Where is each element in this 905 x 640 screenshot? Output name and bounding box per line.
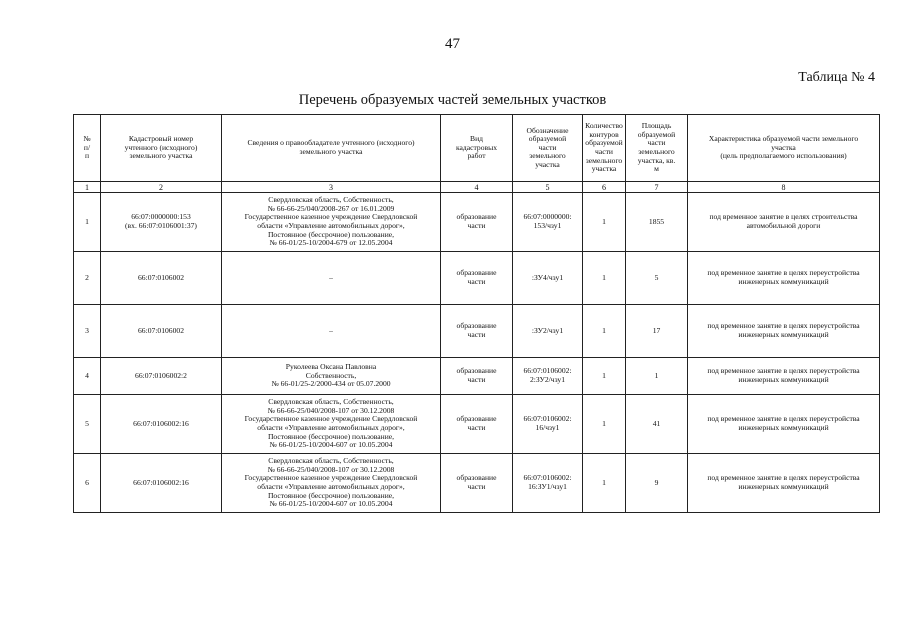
cell-work-type: образование части	[441, 454, 513, 513]
cell-owner: Свердловская область, Собственность, № 66-66-25/040/2008-107 от 30.12.2008 Государственное казенное учреждение Свердловской области «Управление автомобильных дорог», Постоянное (бессрочное) пользование, № 66-01/25-10/2004-607 от 10.05.2004	[222, 454, 441, 513]
cell-work-type: образование части	[441, 395, 513, 454]
cell-cadastral: 66:07:0106002:16	[101, 454, 222, 513]
cell-contours: 1	[583, 252, 626, 305]
cell-owner: –	[222, 252, 441, 305]
cell-area: 9	[626, 454, 688, 513]
col-header-area: Площадь образуемой части земельного участка, кв. м	[626, 115, 688, 182]
cell-purpose: под временное занятие в целях переустройства инженерных коммуникаций	[688, 252, 880, 305]
column-number: 7	[626, 182, 688, 193]
cell-area: 1855	[626, 193, 688, 252]
cell-contours: 1	[583, 454, 626, 513]
cell-area: 17	[626, 305, 688, 358]
cell-contours: 1	[583, 305, 626, 358]
cell-work-type: образование части	[441, 358, 513, 395]
cell-number: 5	[74, 395, 101, 454]
table-row	[74, 454, 880, 513]
col-header-work-type: Вид кадастровых работ	[441, 115, 513, 182]
cell-work-type: образование части	[441, 193, 513, 252]
page-number: 47	[445, 36, 460, 52]
column-number: 2	[101, 182, 222, 193]
cell-owner: Свердловская область, Собственность, № 66-66-25/040/2008-107 от 30.12.2008 Государственное казенное учреждение Свердловской области «Управление автомобильных дорог», Постоянное (бессрочное) пользование, № 66-01/25-10/2004-607 от 10.05.2004	[222, 395, 441, 454]
cell-designation: 66:07:0106002: 16/чзу1	[513, 395, 583, 454]
cell-purpose: под временное занятие в целях переустройства инженерных коммуникаций	[688, 395, 880, 454]
cell-purpose: под временное занятие в целях переустройства инженерных коммуникаций	[688, 305, 880, 358]
table-row	[74, 395, 880, 454]
cell-purpose: под временное занятие в целях строительства автомобильной дороги	[688, 193, 880, 252]
cell-purpose: под временное занятие в целях переустройства инженерных коммуникаций	[688, 454, 880, 513]
table-row	[74, 193, 880, 252]
cell-designation: 66:07:0000000: 153/чзу1	[513, 193, 583, 252]
column-number-row	[74, 182, 880, 193]
cell-contours: 1	[583, 395, 626, 454]
column-number: 1	[74, 182, 101, 193]
cell-number: 6	[74, 454, 101, 513]
cell-work-type: образование части	[441, 305, 513, 358]
header-row	[74, 115, 880, 182]
cell-area: 41	[626, 395, 688, 454]
col-header-cadastral: Кадастровый номер учтенного (исходного) земельного участка	[101, 115, 222, 182]
land-parts-table	[73, 114, 880, 513]
cell-contours: 1	[583, 358, 626, 395]
cell-cadastral: 66:07:0106002	[101, 252, 222, 305]
cell-number: 1	[74, 193, 101, 252]
cell-owner: –	[222, 305, 441, 358]
col-header-contours: Количество контуров образуемой части земельного участка	[583, 115, 626, 182]
table-label: Таблица № 4	[798, 70, 875, 85]
cell-contours: 1	[583, 193, 626, 252]
cell-designation: :ЗУ4/чзу1	[513, 252, 583, 305]
column-number: 4	[441, 182, 513, 193]
column-number: 6	[583, 182, 626, 193]
cell-number: 3	[74, 305, 101, 358]
cell-number: 4	[74, 358, 101, 395]
cell-designation: 66:07:0106002: 2:ЗУ2/чзу1	[513, 358, 583, 395]
cell-cadastral: 66:07:0106002:16	[101, 395, 222, 454]
cell-cadastral: 66:07:0106002:2	[101, 358, 222, 395]
cell-area: 5	[626, 252, 688, 305]
col-header-purpose: Характеристика образуемой части земельного участка (цель предполагаемого использования)	[688, 115, 880, 182]
table-row	[74, 305, 880, 358]
table-row	[74, 252, 880, 305]
cell-designation: :ЗУ2/чзу1	[513, 305, 583, 358]
cell-owner: Руколеева Оксана Павловна Собственность, № 66-01/25-2/2000-434 от 05.07.2000	[222, 358, 441, 395]
cell-owner: Свердловская область, Собственность, № 66-66-25/040/2008-267 от 16.01.2009 Государственное казенное учреждение Свердловской области «Управление автомобильных дорог», Постоянное (бессрочное) пользование, № 66-01/25-10/2004-679 от 12.05.2004	[222, 193, 441, 252]
cell-purpose: под временное занятие в целях переустройства инженерных коммуникаций	[688, 358, 880, 395]
col-header-owner: Сведения о правообладателе учтенного (исходного) земельного участка	[222, 115, 441, 182]
cell-designation: 66:07:0106002: 16:ЗУ1/чзу1	[513, 454, 583, 513]
cell-number: 2	[74, 252, 101, 305]
document-title: Перечень образуемых частей земельных участков	[298, 92, 607, 108]
cell-cadastral: 66:07:0000000:153 (вх. 66:07:0106001:37)	[101, 193, 222, 252]
column-number: 5	[513, 182, 583, 193]
cell-work-type: образование части	[441, 252, 513, 305]
cell-area: 1	[626, 358, 688, 395]
col-header-designation: Обозначение образуемой части земельного участка	[513, 115, 583, 182]
col-header-number: № п/ п	[74, 115, 101, 182]
column-number: 8	[688, 182, 880, 193]
column-number: 3	[222, 182, 441, 193]
cell-cadastral: 66:07:0106002	[101, 305, 222, 358]
table-row	[74, 358, 880, 395]
